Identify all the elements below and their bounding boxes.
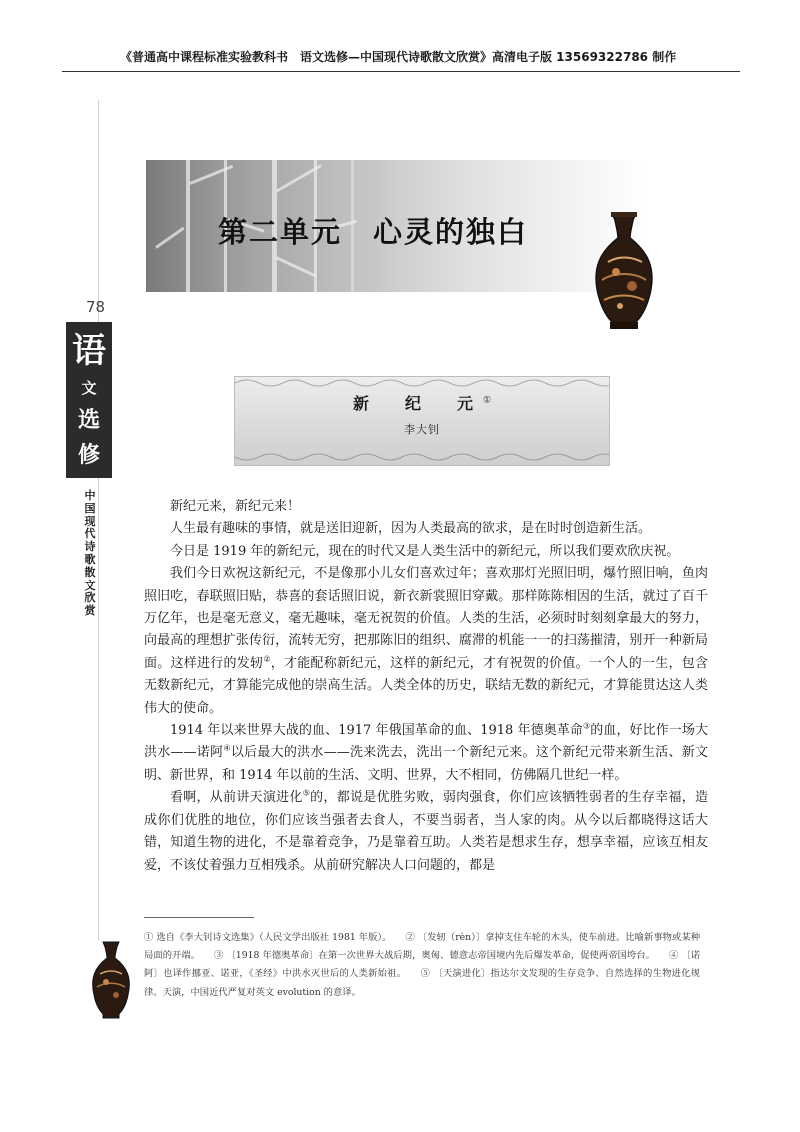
side-book-title: 中国现代诗歌散文欣赏	[84, 489, 96, 618]
footnote-rule	[144, 917, 254, 918]
paragraph: 人生最有趣味的事情，就是送旧迎新，因为人类最高的欲求，是在时时创造新生活。	[170, 521, 652, 537]
margin-line	[98, 100, 99, 940]
side-tab-char: 文	[81, 379, 97, 398]
poem-title-box	[234, 376, 610, 466]
paragraph: 今日是 1919 年的新纪元，现在的时代又是人类生活中的新纪元，所以我们要欢欣庆祝。	[170, 543, 680, 559]
small-vase-illustration	[88, 940, 134, 1020]
paragraph-text: 我们今日欢祝这新纪元，不是像那小儿女们喜欢过年；喜欢那灯光照旧明，爆竹照旧响，鱼肉照旧吃，春联照旧贴，恭喜的套话照旧说，新衣新裳照旧穿戴。那样陈陈相因的生活，就过了百千万亿年，也是毫无意义，毫无趣味，毫无祝贺的价值。人类的生活，必须时时刻刻拿最大的努力，向最高的理想扩张传衍，流转无穷，把那陈旧的组织、腐滞的机能一一的扫荡摧清，别开一种新局面。这样进行的发轫	[144, 566, 708, 671]
unit-title: 第二单元 心灵的独白	[218, 215, 529, 249]
note-ref: ⑤	[302, 788, 311, 798]
paragraph-text: ，才能配称新纪元，这样的新纪元，才有祝贺的价值。一个人的一生，包含无数新纪元，才算能完成他的崇高生活。人类全体的历史，联结无数的新纪元，才算能贯达这人类伟大的使命。	[144, 655, 708, 716]
header-rule	[62, 71, 740, 72]
poem-note-mark: ①	[482, 395, 492, 406]
running-header: 《普通高中课程标准实验教科书 语文选修—中国现代诗歌散文欣赏》高清电子版 13569322786 制作	[120, 50, 677, 64]
body-text	[144, 496, 708, 877]
paragraph-text: 以后最大的洪水——洗来洗去，洗出一个新纪元来。这个新纪元带来新生活、新文明、新世界，和 1914 年以前的生活、文明、世界，大不相同，仿佛隔几世纪一样。	[144, 745, 708, 783]
paragraph	[144, 720, 708, 787]
paragraph-text: 的，都说是优胜劣败，弱肉强食，你们应该牺牲弱者的生存幸福，造成你们优胜的地位，你们应该当强者去食人，不要当弱者，当人家的肉。从今以后都晓得这话大错，知道生物的进化，不是靠着竞争，乃是靠着互助。人类若是想求生存，想享幸福，应该互相友爱，不该仗着强力互相残杀。从前研究解决人口问题的，都是	[144, 790, 708, 873]
note-ref: ④	[223, 744, 231, 754]
side-tab-char: 选	[77, 406, 100, 433]
vase-illustration	[590, 210, 658, 332]
side-tab-char: 修	[77, 441, 100, 468]
note-ref: ②	[263, 654, 271, 664]
side-tab-char: 语	[72, 331, 106, 372]
paragraph	[144, 563, 708, 720]
paragraph: 新纪元来，新纪元来！	[170, 499, 301, 514]
poem-author: 李大钊	[404, 423, 440, 436]
paragraph-text: 看啊，从前讲天演进化	[170, 790, 303, 806]
paragraph	[144, 787, 708, 877]
note-ref: ③	[583, 721, 591, 731]
paragraph-text: 1914 年以来世界大战的血、1917 年俄国革命的血、1918 年德奥革命	[170, 723, 583, 739]
poem-title-text: 新 纪 元	[352, 394, 483, 413]
poem-title	[235, 391, 609, 414]
paragraph-text: 的血，好比作一场大洪水——诺阿	[144, 723, 708, 761]
footnotes: ① 选自《李大钊诗文选集》（人民文学出版社 1981 年版）。 ② 〔发轫（rèn）〕拿掉支住车轮的木头，使车前进。比喻新事物或某种局面的开端。 ③ 〔1918 年德奥革命〕在第一次世界大战后期，奥匈、德意志帝国境内先后爆发革命，促使两帝国垮台。 ④ 〔诺阿〕也译作挪亚、诺亚，《圣经》中洪水灭世后的人类新始祖。 ⑤ 〔天演进化〕指达尔文发现的生存竞争、自然选择的生物进化规律。天演，中国近代严复对英文 evolution 的意译。	[144, 932, 700, 998]
page-number: 78	[86, 298, 106, 316]
side-tab	[66, 322, 112, 478]
